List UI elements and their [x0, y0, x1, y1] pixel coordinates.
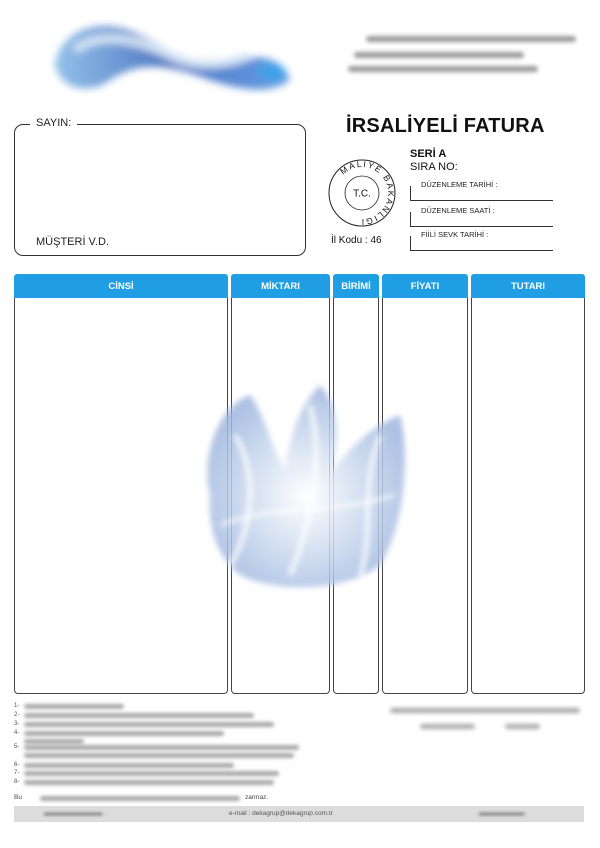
- footer-note-suffix: zarmaz.: [245, 794, 269, 801]
- issue-date-label: DÜZENLEME TARİHİ :: [421, 180, 498, 189]
- footer-email: e-mail : dekagrup@dekagrup.com.tr: [229, 810, 333, 817]
- stamp-ring-text: MALİYE BAKANLIĞI: [338, 158, 397, 228]
- column-header: CİNSİ: [14, 274, 228, 298]
- note-number: 5-: [14, 744, 20, 750]
- footer-website-blurred: ▬▬▬▬▬▬▬▬▬: [44, 810, 103, 817]
- note-number: 3-: [14, 721, 20, 727]
- signature-label-blurred: [420, 724, 475, 729]
- page-title: İRSALİYELİ FATURA: [346, 115, 545, 137]
- column-header: BİRİMİ: [333, 274, 379, 298]
- sayin-label: SAYIN:: [30, 117, 77, 129]
- column-header: FİYATI: [382, 274, 468, 298]
- column-header: TUTARI: [471, 274, 585, 298]
- shipment-date-field[interactable]: [410, 230, 553, 251]
- province-code: İl Kodu : 46: [331, 235, 382, 246]
- note-number: 7-: [14, 770, 20, 776]
- company-logo: [40, 10, 300, 110]
- terms-notes: [14, 702, 314, 822]
- issue-time-label: DÜZENLEME SAATİ :: [421, 206, 495, 215]
- note-number: 8-: [14, 779, 20, 785]
- note-number: 6-: [14, 762, 20, 768]
- company-info-blurred: [348, 34, 588, 84]
- customer-tax-office-label: MÜŞTERİ V.D.: [36, 236, 109, 248]
- footer-note-prefix: Bu: [14, 794, 22, 801]
- issue-date-field[interactable]: [410, 180, 553, 201]
- note-number: 1-: [14, 703, 20, 709]
- shipment-date-label: FİİLİ SEVK TARİHİ :: [421, 230, 489, 239]
- column-body[interactable]: [471, 298, 585, 694]
- column-tutari: [471, 274, 585, 694]
- note-number: 2-: [14, 712, 20, 718]
- signature-label-blurred: [505, 724, 540, 729]
- note-number: 4-: [14, 730, 20, 736]
- serial-label: SERİ A: [410, 148, 447, 160]
- footer-note-blurred: [40, 796, 240, 801]
- footer-website-blurred: ▬▬▬▬▬▬▬: [479, 810, 525, 817]
- column-header: MİKTARI: [231, 274, 330, 298]
- issue-time-field[interactable]: [410, 206, 553, 227]
- stamp-center-text: T.C.: [353, 188, 371, 200]
- signature-label-blurred: [390, 708, 580, 713]
- footer-bar: [14, 806, 584, 822]
- ministry-stamp: [327, 158, 397, 228]
- watermark-logo: [190, 375, 415, 600]
- sequence-no-label: SIRA NO:: [410, 161, 458, 173]
